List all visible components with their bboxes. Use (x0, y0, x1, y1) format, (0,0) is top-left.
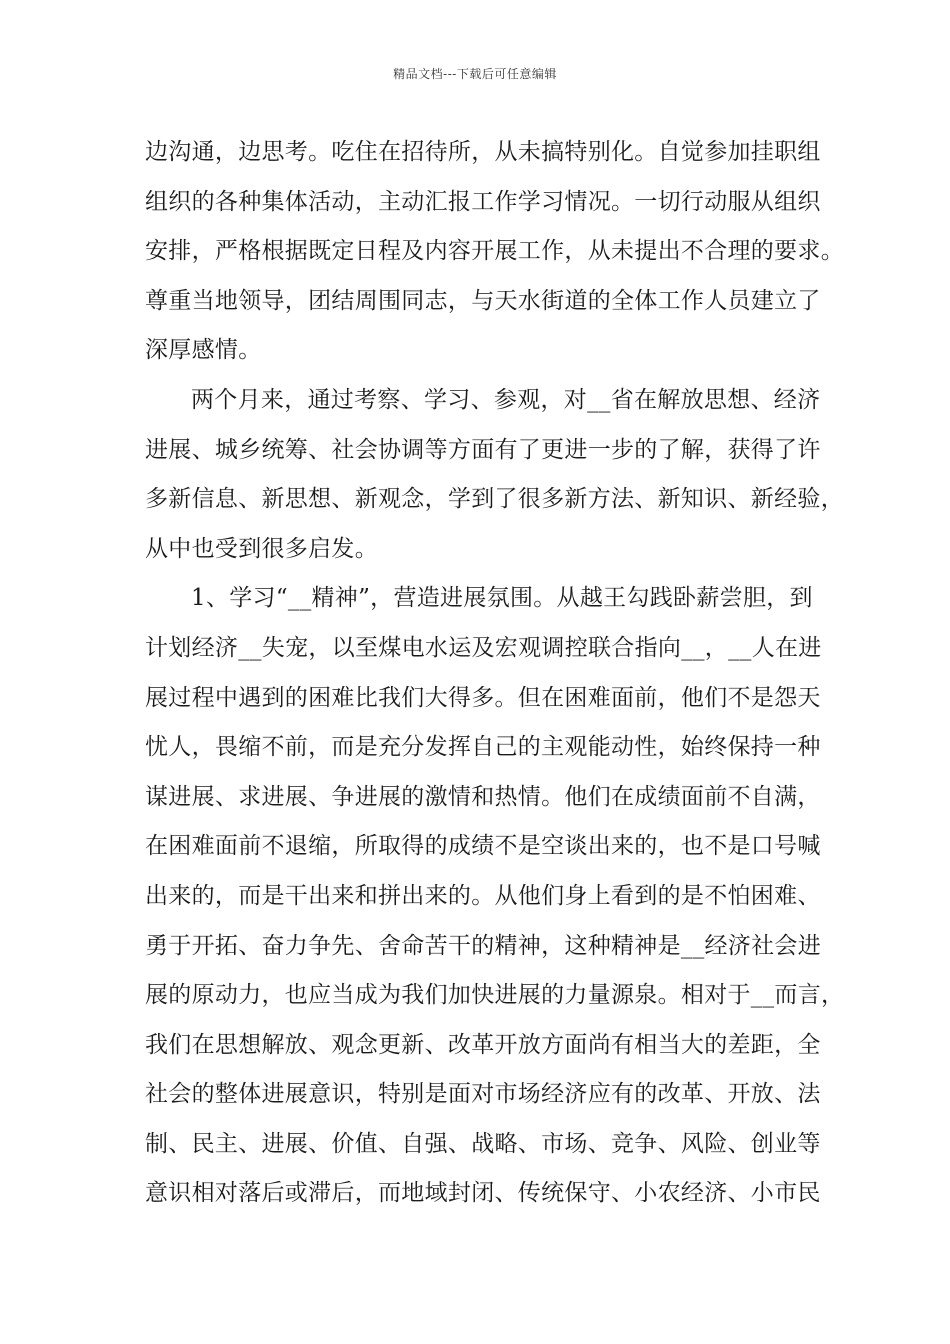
text-line: 社会的整体进展意识，特别是面对市场经济应有的改革、开放、法 (145, 1081, 821, 1108)
text-line: 制、民主、进展、价值、自强、战略、市场、竞争、风险、创业等 (145, 1130, 821, 1157)
text-line: 谋进展、求进展、争进展的激情和热情。他们在成绩面前不自满， (145, 783, 821, 810)
text-line: 我们在思想解放、观念更新、改革开放方面尚有相当大的差距，全 (145, 1031, 821, 1058)
text-line: 多新信息、新思想、新观念，学到了很多新方法、新知识、新经验， (145, 486, 844, 513)
text-line: 安排，严格根据既定日程及内容开展工作，从未提出不合理的要求。 (145, 238, 844, 265)
paragraph-first-line: 1、学习“__精神”，营造进展氛围。从越王勾践卧薪尝胆，到 (191, 585, 813, 612)
text-line: 忧人，畏缩不前，而是充分发挥自己的主观能动性，始终保持一种 (145, 734, 821, 761)
paragraph-first-line: 两个月来，通过考察、学习、参观，对__省在解放思想、经济 (191, 386, 821, 413)
text-line: 勇于开拓、奋力争先、舍命苦干的精神，这种精神是__经济社会进 (145, 932, 821, 959)
text-line: 深厚感情。 (145, 337, 262, 364)
text-line: 出来的，而是干出来和拼出来的。从他们身上看到的是不怕困难、 (145, 882, 821, 909)
text-line: 在困难面前不退缩，所取得的成绩不是空谈出来的，也不是口号喊 (145, 833, 821, 860)
text-line: 进展、城乡统筹、社会协调等方面有了更进一步的了解，获得了许 (145, 436, 821, 463)
text-line: 尊重当地领导，团结周围同志，与天水街道的全体工作人员建立了 (145, 287, 821, 314)
text-line: 从中也受到很多启发。 (145, 535, 378, 562)
text-line: 边沟通，边思考。吃住在招待所，从未搞特别化。自觉参加挂职组 (145, 139, 821, 165)
text-line: 展过程中遇到的困难比我们大得多。但在困难面前，他们不是怨天 (145, 684, 821, 711)
text-line: 组织的各种集体活动，主动汇报工作学习情况。一切行动服从组织 (145, 188, 821, 215)
text-line: 计划经济__失宠，以至煤电水运及宏观调控联合指向__，__人在进 (145, 634, 822, 661)
text-line: 意识相对落后或滞后，而地域封闭、传统保守、小农经济、小市民 (145, 1180, 821, 1207)
document-body (145, 128, 845, 1219)
text-line: 展的原动力，也应当成为我们加快进展的力量源泉。相对于__而言， (145, 982, 845, 1009)
page-header: 精品文档---下载后可任意编辑 (393, 67, 557, 81)
